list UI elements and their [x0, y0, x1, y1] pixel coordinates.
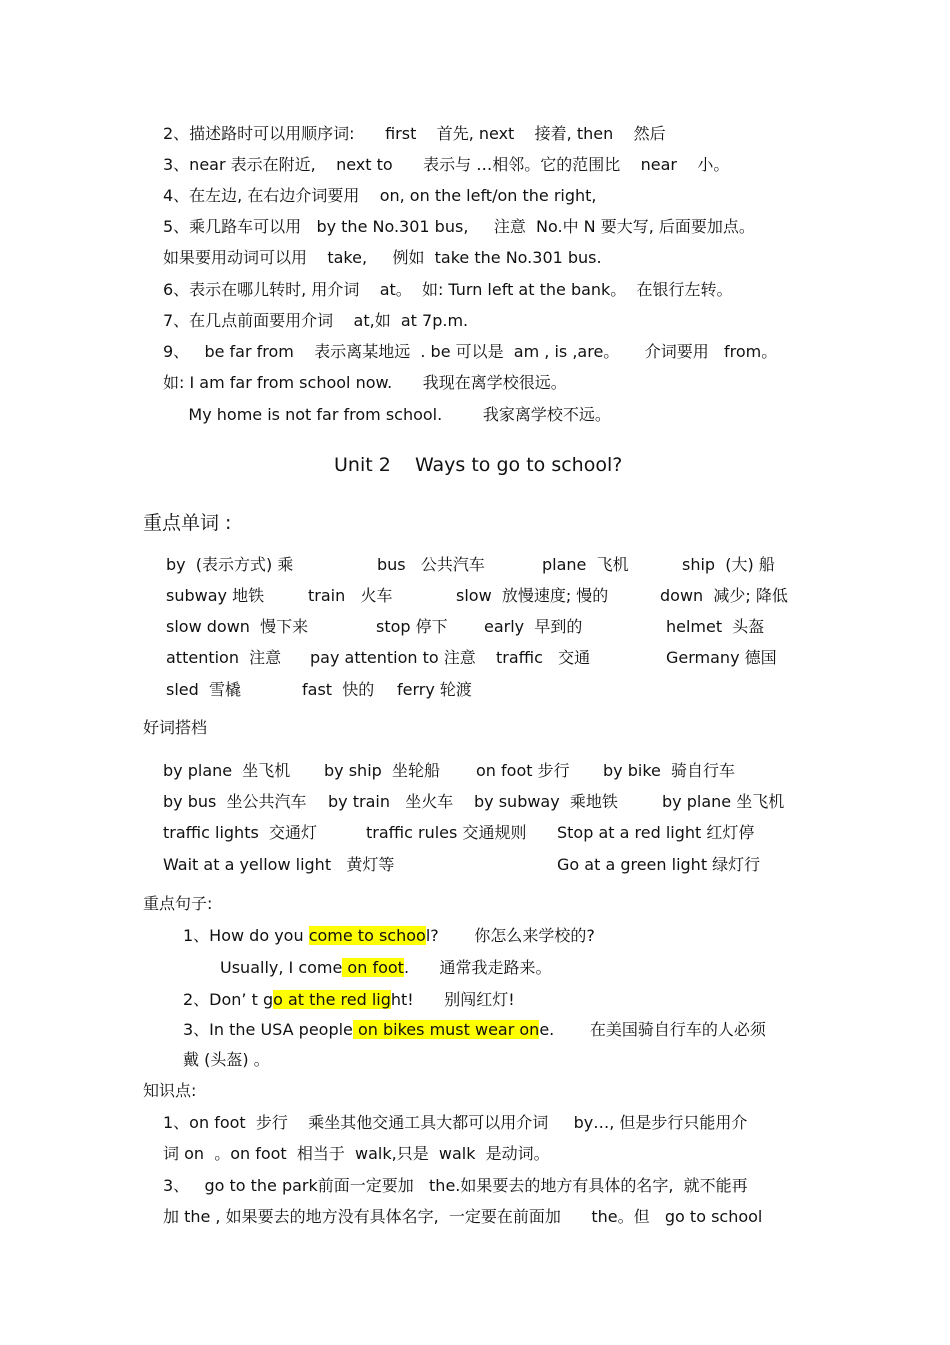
knowledge-line-1: 1、on foot 步行 乘坐其他交通工具大都可以用介词 by…, 但是步行只能用介	[163, 1113, 748, 1132]
phrase-item: by plane 坐飞机	[662, 792, 785, 811]
knowledge-line-3: 3、 go to the park前面一定要加 the.如果要去的地方有具体的名字, 就不能再	[163, 1176, 748, 1195]
knowledge-heading: 知识点:	[143, 1081, 197, 1100]
vocab-item: stop 停下	[376, 617, 448, 636]
sentence-highlight: o at the red lig	[273, 990, 391, 1009]
note-line-4: 5、乘几路车可以用 by the No.301 bus, 注意 No.中 N 要大写, 后面要加点。	[163, 217, 755, 236]
phrase-item: on foot 步行	[476, 761, 570, 780]
phrase-item: traffic rules 交通规则	[366, 823, 527, 842]
vocab-item: ship (大) 船	[682, 555, 775, 574]
knowledge-line-2: 词 on 。on foot 相当于 walk,只是 walk 是动词。	[163, 1144, 550, 1163]
sentence-text: 3、In the USA people	[183, 1020, 353, 1039]
phrase-item: Wait at a yellow light 黄灯等	[163, 855, 395, 874]
phrase-item: by train 坐火车	[328, 792, 454, 811]
vocab-item: fast 快的	[302, 680, 375, 699]
note-line-9: 如: I am far from school now. 我现在离学校很远。	[163, 373, 567, 392]
vocab-item: down 减少; 降低	[660, 586, 788, 605]
sentence-line	[183, 1050, 270, 1070]
sentence-text: l? 你怎么来学校的?	[425, 926, 595, 945]
phrase-item: by bus 坐公共汽车	[163, 792, 307, 811]
phrase-item: by bike 骑自行车	[603, 761, 736, 780]
note-line-1: 2、描述路时可以用顺序词: first 首先, next 接着, then 然后	[163, 124, 666, 143]
sentence-text: 2、Don’ t g	[183, 990, 274, 1009]
note-line-8: 9、 be far from 表示离某地远 . be 可以是 am , is ,are。 介词要用 from。	[163, 342, 778, 361]
phrases-heading: 好词搭档	[143, 718, 208, 737]
phrase-item: traffic lights 交通灯	[163, 823, 317, 842]
note-line-6: 6、表示在哪儿转时, 用介词 at。 如: Turn left at the bank。 在银行左转。	[163, 280, 733, 299]
vocab-item: early 早到的	[484, 617, 583, 636]
vocab-item: ferry 轮渡	[397, 680, 472, 699]
sentence-text: e. 在美国骑自行车的人必须	[539, 1020, 766, 1039]
note-line-10: My home is not far from school. 我家离学校不远。	[163, 405, 611, 424]
vocab-item: plane 飞机	[542, 555, 629, 574]
vocab-item: attention 注意	[166, 648, 282, 667]
phrase-item: by ship 坐轮船	[324, 761, 440, 780]
note-line-3: 4、在左边, 在右边介词要用 on, on the left/on the right,	[163, 186, 597, 205]
vocab-heading: 重点单词 :	[143, 512, 232, 534]
sentence-highlight: on bikes must wear on	[352, 1020, 540, 1039]
vocab-item: traffic 交通	[496, 648, 591, 667]
sentence-line	[183, 990, 515, 1010]
sentence-text: ht! 别闯红灯!	[390, 990, 515, 1009]
sentences-heading: 重点句子:	[143, 894, 213, 913]
vocab-item: pay attention to 注意	[310, 648, 476, 667]
note-line-7: 7、在几点前面要用介词 at,如 at 7p.m.	[163, 311, 469, 330]
phrase-item: Go at a green light 绿灯行	[557, 855, 761, 874]
sentence-line	[183, 926, 595, 946]
sentence-text: . 通常我走路来。	[403, 958, 552, 977]
sentence-line	[183, 1020, 766, 1040]
vocab-item: train 火车	[308, 586, 393, 605]
note-line-5: 如果要用动词可以用 take, 例如 take the No.301 bus.	[163, 248, 602, 267]
sentence-text: Usually, I come	[220, 958, 343, 977]
sentence-line	[220, 958, 552, 978]
unit-title: Unit 2 Ways to go to school?	[334, 454, 623, 476]
sentence-text: 戴 (头盔) 。	[183, 1050, 270, 1069]
vocab-item: subway 地铁	[166, 586, 265, 605]
sentence-text: 1、How do you	[183, 926, 309, 945]
vocab-item: slow down 慢下来	[166, 617, 309, 636]
sentence-highlight: on foot	[342, 958, 404, 977]
note-line-2: 3、near 表示在附近, next to 表示与 …相邻。它的范围比 near 小。	[163, 155, 730, 174]
vocab-item: sled 雪橇	[166, 680, 241, 699]
vocab-item: Germany 德国	[666, 648, 777, 667]
vocab-item: by (表示方式) 乘	[166, 555, 294, 574]
vocab-item: bus 公共汽车	[377, 555, 485, 574]
sentence-highlight: come to schoo	[308, 926, 426, 945]
knowledge-line-4: 加 the , 如果要去的地方没有具体名字, 一定要在前面加 the。但 go to school	[163, 1207, 763, 1226]
vocab-item: slow 放慢速度; 慢的	[456, 586, 609, 605]
vocab-item: helmet 头盔	[666, 617, 765, 636]
phrase-item: by subway 乘地铁	[474, 792, 618, 811]
phrase-item: Stop at a red light 红灯停	[557, 823, 755, 842]
phrase-item: by plane 坐飞机	[163, 761, 291, 780]
